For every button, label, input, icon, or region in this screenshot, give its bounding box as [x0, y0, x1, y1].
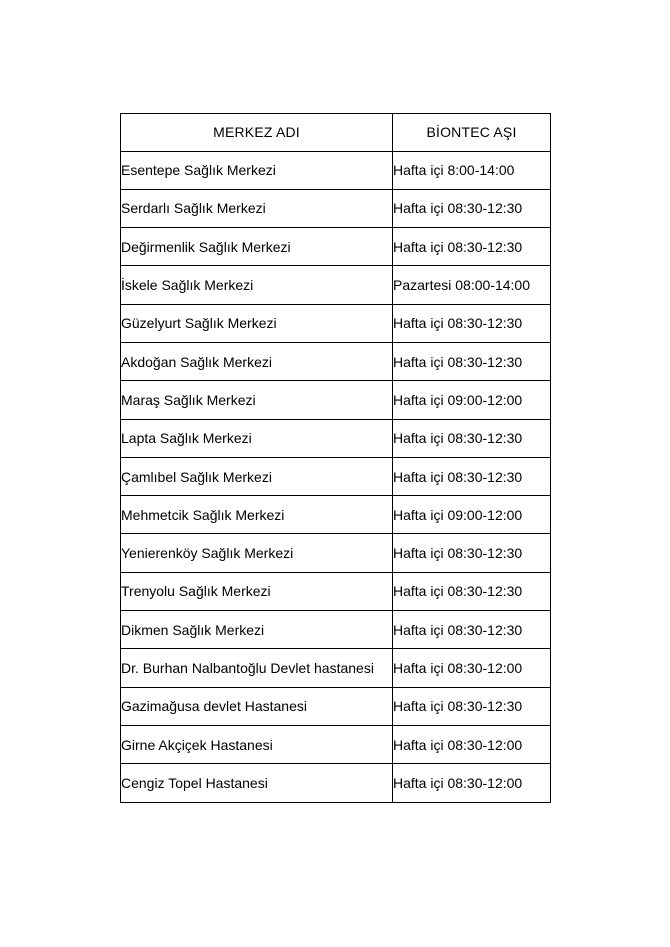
schedule-cell: Hafta içi 08:30-12:30 — [393, 534, 551, 572]
schedule-cell: Hafta içi 08:30-12:30 — [393, 572, 551, 610]
schedule-cell: Hafta içi 8:00-14:00 — [393, 151, 551, 189]
center-name-cell: Mehmetcik Sağlık Merkezi — [121, 496, 393, 534]
schedule-cell: Hafta içi 08:30-12:30 — [393, 611, 551, 649]
schedule-cell: Hafta içi 08:30-12:00 — [393, 725, 551, 763]
table-row — [121, 572, 551, 610]
schedule-cell: Hafta içi 08:30-12:00 — [393, 649, 551, 687]
vaccine-schedule-table — [120, 113, 551, 803]
table-row — [121, 457, 551, 495]
schedule-cell: Hafta içi 08:30-12:30 — [393, 304, 551, 342]
table-row — [121, 342, 551, 380]
schedule-cell: Hafta içi 08:30-12:30 — [393, 457, 551, 495]
table-row — [121, 764, 551, 802]
center-name-cell: Değirmenlik Sağlık Merkezi — [121, 228, 393, 266]
schedule-cell: Hafta içi 08:30-12:30 — [393, 687, 551, 725]
table-row — [121, 496, 551, 534]
schedule-cell: Hafta içi 09:00-12:00 — [393, 496, 551, 534]
center-name-cell: İskele Sağlık Merkezi — [121, 266, 393, 304]
table-row — [121, 381, 551, 419]
table-row — [121, 228, 551, 266]
center-name-cell: Lapta Sağlık Merkezi — [121, 419, 393, 457]
schedule-cell: Hafta içi 09:00-12:00 — [393, 381, 551, 419]
center-name-cell: Akdoğan Sağlık Merkezi — [121, 342, 393, 380]
schedule-cell: Hafta içi 08:30-12:30 — [393, 419, 551, 457]
schedule-cell: Hafta içi 08:30-12:30 — [393, 342, 551, 380]
center-name-cell: Girne Akçiçek Hastanesi — [121, 725, 393, 763]
schedule-cell: Hafta içi 08:30-12:30 — [393, 228, 551, 266]
table-row — [121, 611, 551, 649]
center-name-cell: Trenyolu Sağlık Merkezi — [121, 572, 393, 610]
center-name-cell: Güzelyurt Sağlık Merkezi — [121, 304, 393, 342]
table-row — [121, 304, 551, 342]
table-row — [121, 687, 551, 725]
schedule-cell: Hafta içi 08:30-12:00 — [393, 764, 551, 802]
table-row — [121, 266, 551, 304]
table-header-row — [121, 114, 551, 152]
column-header-center-name: MERKEZ ADI — [121, 114, 393, 152]
center-name-cell: Çamlıbel Sağlık Merkezi — [121, 457, 393, 495]
center-name-cell: Yenierenköy Sağlık Merkezi — [121, 534, 393, 572]
center-name-cell: Dr. Burhan Nalbantoğlu Devlet hastanesi — [121, 649, 393, 687]
center-name-cell: Gazimağusa devlet Hastanesi — [121, 687, 393, 725]
table-row — [121, 534, 551, 572]
table-row — [121, 151, 551, 189]
table-row — [121, 419, 551, 457]
center-name-cell: Dikmen Sağlık Merkezi — [121, 611, 393, 649]
schedule-cell: Pazartesi 08:00-14:00 — [393, 266, 551, 304]
center-name-cell: Maraş Sağlık Merkezi — [121, 381, 393, 419]
schedule-cell: Hafta içi 08:30-12:30 — [393, 189, 551, 227]
column-header-biontec-vaccine: BİONTEC AŞI — [393, 114, 551, 152]
center-name-cell: Esentepe Sağlık Merkezi — [121, 151, 393, 189]
table-row — [121, 725, 551, 763]
table-row — [121, 189, 551, 227]
table-row — [121, 649, 551, 687]
center-name-cell: Serdarlı Sağlık Merkezi — [121, 189, 393, 227]
center-name-cell: Cengiz Topel Hastanesi — [121, 764, 393, 802]
